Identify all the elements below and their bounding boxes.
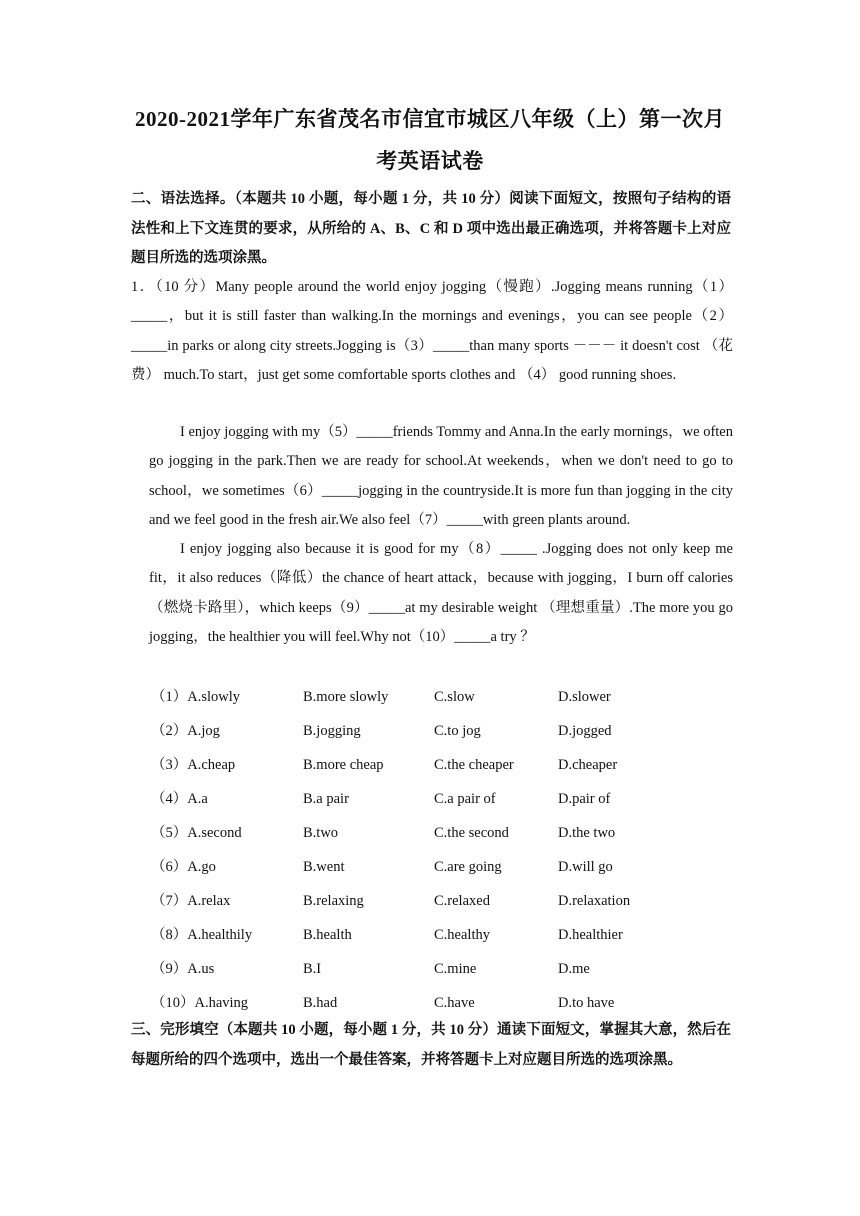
question1-paragraph2: I enjoy jogging with my（5）_____friends Tommy and Anna.In the early mornings，we often go jogging in the park.Then we are ready for school.At weekends，when we don't need to go to school，we sometimes（6）_____jogging in the countryside.It is more fun than jogging in the city and we feel good in the fresh air.We also feel（7）_____with green plants around. <box>149 424 733 528</box>
option-c: C.to jog <box>434 723 481 739</box>
section2-instructions <box>131 185 731 274</box>
option-b: B.more slowly <box>303 689 389 705</box>
option-d: D.to have <box>558 995 615 1011</box>
option-a-text: A.cheap <box>187 757 236 773</box>
option-c: C.the cheaper <box>434 757 514 773</box>
option-d: D.cheaper <box>558 757 618 773</box>
option-a <box>151 920 252 950</box>
option-a-text: A.relax <box>187 893 231 909</box>
option-c: C.a pair of <box>434 791 496 807</box>
option-c: C.are going <box>434 859 502 875</box>
option-number: （5） <box>151 825 188 841</box>
paragraph1-text: （10 分）Many people around the world enjoy jogging（慢跑）.Jogging means running（1）_____，but it is still faster than walking.In the mornings and evenings，you can see people（2）_____in parks or along city streets.Jogging is（3）_____than many sports －－－ it doesn't cost （花费） much.To start，just get some comfortable sports clothes and （4） good running shoes. <box>131 279 734 383</box>
option-c: C.mine <box>434 961 477 977</box>
option-b: B.a pair <box>303 791 349 807</box>
option-a-text: A.go <box>187 859 216 875</box>
option-b: B.I <box>303 961 322 977</box>
option-b: B.jogging <box>303 723 361 739</box>
option-d: D.healthier <box>558 927 623 943</box>
option-d: D.pair of <box>558 791 611 807</box>
exam-title-line2: 考英语试卷 <box>376 149 484 173</box>
option-b: B.more cheap <box>303 757 384 773</box>
option-c: C.slow <box>434 689 475 705</box>
question1-paragraph1 <box>131 273 733 390</box>
option-row <box>0 920 860 954</box>
option-number: （4） <box>151 791 188 807</box>
option-row <box>0 852 860 886</box>
option-number: （8） <box>151 927 188 943</box>
option-row <box>0 682 860 716</box>
option-a <box>151 818 242 848</box>
option-c: C.healthy <box>434 927 490 943</box>
option-d: D.jogged <box>558 723 612 739</box>
option-number: （6） <box>151 859 188 875</box>
section2-text: （本题共 10 小题，每小题 1 分，共 10 分）阅读下面短文，按照句子结构的语法性和上下文连贯的要求，从所给的 A、B、C 和 D 项中选出最正确选项，并将答题卡上对应题目所选的选项涂黑。 <box>131 191 731 266</box>
section3-heading: 三、完形填空 <box>131 1022 219 1038</box>
option-d: D.slower <box>558 689 611 705</box>
option-row <box>0 750 860 784</box>
option-a <box>151 886 230 916</box>
question1-paragraph3: I enjoy jogging also because it is good for my（8）_____ .Jogging does not only keep me fit，it also reduces（降低）the chance of heart attack，because with jogging，I burn off calories（燃烧卡路里），which keeps（9）_____at my desirable weight （理想重量）.The more you go jogging，the healthier you will feel.Why not（10）_____a try ？ <box>149 541 733 645</box>
option-d: D.relaxation <box>558 893 631 909</box>
option-row <box>0 716 860 750</box>
option-row <box>0 784 860 818</box>
option-c: C.have <box>434 995 475 1011</box>
option-d: D.will go <box>558 859 613 875</box>
option-a-text: A.second <box>187 825 242 841</box>
option-number: （1） <box>151 689 188 705</box>
option-c: C.relaxed <box>434 893 490 909</box>
option-d: D.me <box>558 961 590 977</box>
option-a-text: A.us <box>187 961 215 977</box>
option-a <box>151 954 214 984</box>
section3-text: （本题共 10 小题，每小题 1 分，共 10 分）通读下面短文，掌握其大意，然后在每题所给的四个选项中，选出一个最佳答案，并将答题卡上对应题目所选的选项涂黑。 <box>131 1022 732 1068</box>
option-c: C.the second <box>434 825 509 841</box>
option-a <box>151 852 216 882</box>
option-row <box>0 818 860 852</box>
option-b: B.went <box>303 859 345 875</box>
exam-title-line1: 2020-2021学年广东省茂名市信宜市城区八年级（上）第一次月 <box>135 107 725 131</box>
option-a <box>151 750 235 780</box>
option-b: B.had <box>303 995 338 1011</box>
option-number: （3） <box>151 757 188 773</box>
section3-instructions <box>131 1016 731 1075</box>
option-a <box>151 784 208 814</box>
option-row <box>0 954 860 988</box>
option-b: B.health <box>303 927 352 943</box>
option-number: （10） <box>151 995 195 1011</box>
option-a-text: A.jog <box>187 723 220 739</box>
option-d: D.the two <box>558 825 616 841</box>
option-number: （9） <box>151 961 188 977</box>
option-row <box>0 886 860 920</box>
option-a-text: A.having <box>194 995 249 1011</box>
option-a-text: A.healthily <box>187 927 253 943</box>
option-a <box>151 988 248 1018</box>
option-a-text: A.slowly <box>187 689 241 705</box>
question1-number: 1． <box>131 279 156 295</box>
option-b: B.relaxing <box>303 893 364 909</box>
option-a <box>151 716 220 746</box>
option-b: B.two <box>303 825 339 841</box>
option-a-text: A.a <box>187 791 208 807</box>
option-number: （2） <box>151 723 188 739</box>
option-a <box>151 682 240 712</box>
option-number: （7） <box>151 893 188 909</box>
section2-heading: 二、语法选择。 <box>131 191 235 207</box>
